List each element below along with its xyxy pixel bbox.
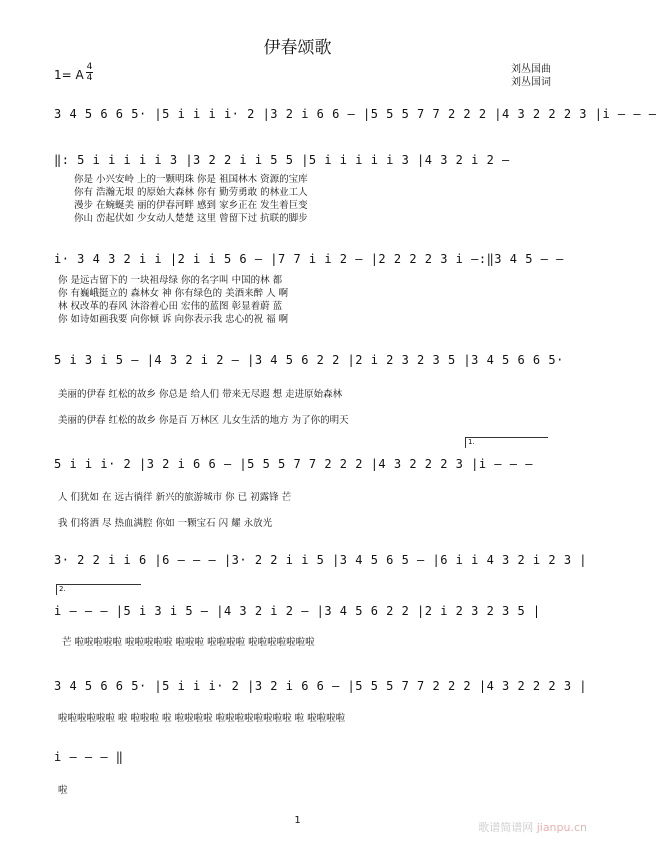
lyric-line: 美丽的伊春 红松的故乡 你总是 给人们 带来无尽遐 想 走进原始森林: [58, 389, 343, 400]
lyric-line: 你 是远古留下的 一块祖母绿 你的名字叫 中国的林 都: [58, 275, 283, 286]
lyric-line: 你 有巍峨挺立的 森林女 神 你有绿色的 美酒来醉 人 啊: [58, 288, 289, 299]
watermark-domain: jianpu.cn: [536, 821, 587, 834]
volta-bracket: 2.: [56, 584, 141, 595]
lyric-line: 你山 峦起伏如 少女动人楚楚 这里 曾留下过 抗联的脚步: [74, 213, 308, 224]
time-signature: [86, 62, 93, 83]
composer-credit: 刘丛国曲: [511, 64, 551, 75]
notation-row: 5 i 3 i 5 – |4 3 2 i 2 – |3 4 5 6 2 2 |2 i 2 3 2 3 5 |3 4 5 6 6 5·: [54, 353, 564, 367]
meter-bottom: 4: [86, 73, 93, 83]
lyric-line: 漫步 在蜿蜒美 丽的伊春河畔 感到 家乡正在 发生着巨变: [74, 200, 308, 211]
notation-row: 5 i i i· 2 |3 2 i 6 6 – |5 5 5 7 7 2 2 2 |4 3 2 2 2 3 |i – – –: [54, 457, 533, 471]
lyric-line: 芒 啦啦啦啦啦 啦啦啦啦啦 啦啦啦 啦啦啦啦 啦啦啦啦啦啦啦: [62, 637, 315, 648]
site-watermark: [478, 819, 587, 835]
page-title: 伊春颂歌: [263, 38, 332, 58]
lyric-line: 你是 小兴安岭 上的一颗明珠 你是 祖国林木 资源的宝库: [74, 174, 308, 185]
lyric-line: 人 们犹如 在 远古徜徉 新兴的旅游城市 你 已 初露锋 芒: [58, 492, 292, 503]
lyric-line: 林 权改革的春风 沐浴着心田 宏伟的蓝图 彰显着蔚 蓝: [58, 301, 283, 312]
notation-row: i – – – |5 i 3 i 5 – |4 3 2 i 2 – |3 4 5 6 2 2 |2 i 2 3 2 3 5 |: [54, 604, 541, 618]
notation-row: 3 4 5 6 6 5· |5 i i i i· 2 |3 2 i 6 6 – |5 5 5 7 7 2 2 2 |4 3 2 2 2 3 |i – – –: [54, 107, 657, 121]
meter-top: 4: [86, 62, 93, 72]
page-number: 1: [294, 815, 301, 826]
lyric-line: 我 们将洒 尽 热血满腔 你如 一颗宝石 闪 耀 永放光: [58, 518, 273, 529]
watermark-site-name: 歌谱简谱网: [478, 821, 537, 834]
lyric-line: 你有 浩瀚无垠 的原始大森林 你有 勤劳勇敢 的林业工人: [74, 187, 308, 198]
lyric-line: 美丽的伊春 红松的故乡 你是百 万林区 儿女生活的地方 为了你的明天: [58, 415, 349, 426]
volta-bracket: 1.: [465, 437, 548, 448]
lyric-line: 你 如诗如画我要 向你倾 诉 向你表示我 忠心的祝 福 啊: [58, 314, 289, 325]
notation-row: i – – – ‖: [54, 750, 124, 764]
lyric-line: 啦啦啦啦啦啦 啦 啦啦啦 啦 啦啦啦啦 啦啦啦啦啦啦啦啦 啦 啦啦啦啦: [58, 713, 346, 724]
lyric-line: 啦: [58, 785, 68, 796]
notation-row: ‖: 5 i i i i i 3 |3 2 2 i i 5 5 |5 i i i i i 3 |4 3 2 i 2 –: [54, 153, 510, 167]
notation-row: 3· 2 2 i i 6 |6 – – – |3· 2 2 i i 5 |3 4 5 6 5 – |6 i i 4 3 2 i 2 3 |: [54, 553, 587, 567]
notation-row: i· 3 4 3 2 i i |2 i i 5 6 – |7 7 i i 2 – |2 2 2 2 3 i –:‖3 4 5 – –: [54, 252, 564, 266]
notation-row: 3 4 5 6 6 5· |5 i i i· 2 |3 2 i 6 6 – |5 5 5 7 7 2 2 2 |4 3 2 2 2 3 |: [54, 679, 587, 693]
lyricist-credit: 刘丛国词: [511, 77, 551, 88]
key-signature: 1= A: [54, 68, 84, 82]
